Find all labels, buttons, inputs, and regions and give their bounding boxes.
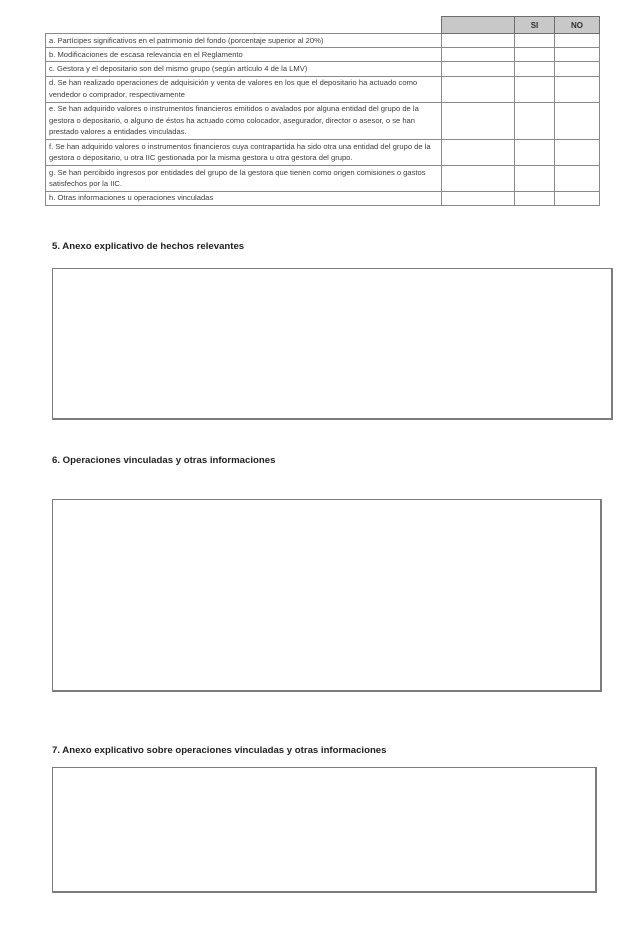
row-value-cell [442, 166, 515, 192]
section-7-content-box [52, 767, 597, 893]
row-question-label: b. Modificaciones de escasa relevancia en el Reglamento [46, 48, 442, 62]
table-row [46, 166, 600, 192]
header-empty-area [46, 17, 442, 34]
section-6-heading: 6. Operaciones vinculadas y otras informaciones [52, 455, 276, 466]
row-si-cell [515, 48, 555, 62]
table-row [46, 102, 600, 140]
header-no-label: NO [555, 17, 600, 34]
row-si-cell [515, 102, 555, 140]
row-question-label: f. Se han adquirido valores o instrumentos financieros cuya contrapartida ha sido otra una entidad del grupo de la gestora o depositario, u otra IIC gestionada por la misma gestora u otra gestora del grupo. [46, 140, 442, 166]
row-si-cell [515, 76, 555, 102]
row-value-cell [442, 140, 515, 166]
section-5-content-box [52, 268, 613, 420]
row-value-cell [442, 191, 515, 205]
row-no-cell [555, 62, 600, 76]
table-row [46, 62, 600, 76]
linked-operations-checklist-table [45, 16, 600, 206]
row-no-cell [555, 166, 600, 192]
checklist-header-row [46, 17, 600, 34]
row-no-cell [555, 34, 600, 48]
row-no-cell [555, 191, 600, 205]
row-question-label: e. Se han adquirido valores o instrumentos financieros emitidos o avalados por alguna entidad del grupo de la gestora o depositario, o alguno de éstos ha actuado como colocador, asegurador, director o asesor, o se han prestado valores a entidades vinculadas. [46, 102, 442, 140]
row-value-cell [442, 102, 515, 140]
header-si-label: SI [515, 17, 555, 34]
row-no-cell [555, 48, 600, 62]
row-si-cell [515, 62, 555, 76]
row-no-cell [555, 102, 600, 140]
row-question-label: h. Otras informaciones u operaciones vinculadas [46, 191, 442, 205]
table-row [46, 76, 600, 102]
section-6-content-box [52, 499, 602, 692]
header-spacer-cell [442, 17, 515, 34]
section-7-heading: 7. Anexo explicativo sobre operaciones vinculadas y otras informaciones [52, 745, 387, 756]
row-si-cell [515, 34, 555, 48]
row-no-cell [555, 76, 600, 102]
section-5-heading: 5. Anexo explicativo de hechos relevantes [52, 241, 245, 252]
row-si-cell [515, 191, 555, 205]
row-question-label: d. Se han realizado operaciones de adquisición y venta de valores en los que el depositario ha actuado como vendedor o comprador, respectivamente [46, 76, 442, 102]
row-question-label: g. Se han percibido ingresos por entidades del grupo de la gestora que tienen como origen comisiones o gastos satisfechos por la IIC. [46, 166, 442, 192]
row-si-cell [515, 140, 555, 166]
row-value-cell [442, 34, 515, 48]
row-value-cell [442, 62, 515, 76]
table-row [46, 48, 600, 62]
table-row [46, 140, 600, 166]
table-row [46, 34, 600, 48]
row-value-cell [442, 76, 515, 102]
row-no-cell [555, 140, 600, 166]
table-row [46, 191, 600, 205]
row-value-cell [442, 48, 515, 62]
row-question-label: a. Partícipes significativos en el patrimonio del fondo (porcentaje superior al 20%) [46, 34, 442, 48]
row-question-label: c. Gestora y el depositario son del mismo grupo (según artículo 4 de la LMV) [46, 62, 442, 76]
checklist-body [46, 34, 600, 206]
row-si-cell [515, 166, 555, 192]
